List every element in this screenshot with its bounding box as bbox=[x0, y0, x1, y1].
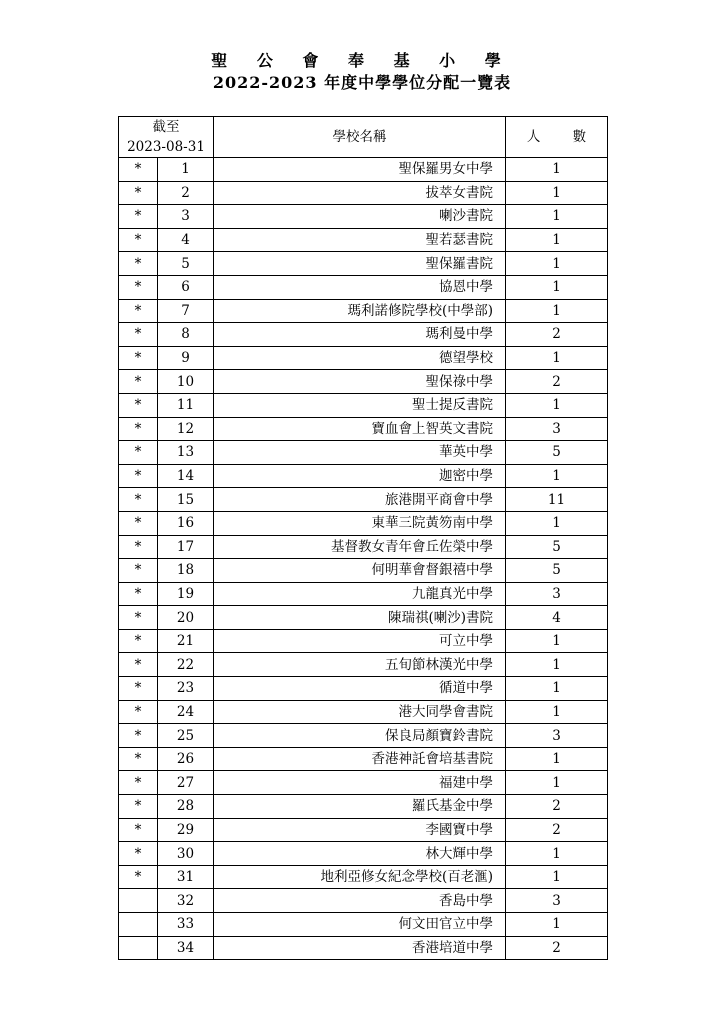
row-number: 3 bbox=[158, 205, 214, 229]
row-school-name: 聖若瑟書院 bbox=[214, 228, 506, 252]
row-count: 3 bbox=[506, 724, 608, 748]
row-count: 5 bbox=[506, 535, 608, 559]
row-count: 1 bbox=[506, 771, 608, 795]
row-star-mark: * bbox=[119, 606, 158, 630]
row-count: 11 bbox=[506, 488, 608, 512]
row-number: 29 bbox=[158, 818, 214, 842]
table-row bbox=[119, 795, 608, 819]
row-number: 1 bbox=[158, 158, 214, 182]
table-row bbox=[119, 535, 608, 559]
table-row bbox=[119, 606, 608, 630]
row-number: 12 bbox=[158, 417, 214, 441]
row-school-name: 循道中學 bbox=[214, 677, 506, 701]
row-school-name: 協恩中學 bbox=[214, 275, 506, 299]
row-count: 3 bbox=[506, 889, 608, 913]
row-star-mark: * bbox=[119, 346, 158, 370]
row-star-mark: * bbox=[119, 417, 158, 441]
row-number: 19 bbox=[158, 582, 214, 606]
row-school-name: 華英中學 bbox=[214, 441, 506, 465]
row-star-mark: * bbox=[119, 181, 158, 205]
table-row bbox=[119, 842, 608, 866]
table-row bbox=[119, 559, 608, 583]
page-title: 2022-2023 年度中學學位分配一覽表 bbox=[212, 73, 512, 92]
row-count: 1 bbox=[506, 677, 608, 701]
row-number: 6 bbox=[158, 275, 214, 299]
table-row bbox=[119, 370, 608, 394]
row-count: 3 bbox=[506, 417, 608, 441]
row-school-name: 德望學校 bbox=[214, 346, 506, 370]
header-date-cell bbox=[119, 117, 214, 158]
row-count: 1 bbox=[506, 464, 608, 488]
row-count: 1 bbox=[506, 158, 608, 182]
table-row bbox=[119, 417, 608, 441]
table-row bbox=[119, 181, 608, 205]
row-school-name: 寶血會上智英文書院 bbox=[214, 417, 506, 441]
row-count: 5 bbox=[506, 559, 608, 583]
row-number: 24 bbox=[158, 700, 214, 724]
row-number: 13 bbox=[158, 441, 214, 465]
row-school-name: 林大輝中學 bbox=[214, 842, 506, 866]
row-school-name: 李國寶中學 bbox=[214, 818, 506, 842]
row-count: 5 bbox=[506, 441, 608, 465]
table-row bbox=[119, 511, 608, 535]
row-school-name: 迦密中學 bbox=[214, 464, 506, 488]
row-school-name: 香港培道中學 bbox=[214, 936, 506, 960]
row-number: 22 bbox=[158, 653, 214, 677]
table-header-row bbox=[119, 117, 608, 158]
row-star-mark: * bbox=[119, 818, 158, 842]
row-number: 26 bbox=[158, 747, 214, 771]
row-number: 16 bbox=[158, 511, 214, 535]
table-row bbox=[119, 275, 608, 299]
row-school-name: 聖保祿中學 bbox=[214, 370, 506, 394]
row-school-name: 港大同學會書院 bbox=[214, 700, 506, 724]
row-school-name: 可立中學 bbox=[214, 629, 506, 653]
row-number: 18 bbox=[158, 559, 214, 583]
row-star-mark: * bbox=[119, 535, 158, 559]
header-date-label: 截至 bbox=[152, 119, 180, 135]
table-row bbox=[119, 205, 608, 229]
row-star-mark: * bbox=[119, 228, 158, 252]
row-number: 31 bbox=[158, 865, 214, 889]
row-star-mark bbox=[119, 936, 158, 960]
row-count: 1 bbox=[506, 913, 608, 937]
row-school-name: 羅氏基金中學 bbox=[214, 795, 506, 819]
row-school-name: 瑪利曼中學 bbox=[214, 323, 506, 347]
row-star-mark: * bbox=[119, 653, 158, 677]
row-number: 7 bbox=[158, 299, 214, 323]
table-row bbox=[119, 653, 608, 677]
row-star-mark: * bbox=[119, 629, 158, 653]
row-number: 27 bbox=[158, 771, 214, 795]
row-star-mark: * bbox=[119, 370, 158, 394]
table-row bbox=[119, 629, 608, 653]
row-school-name: 地利亞修女紀念學校(百老滙) bbox=[214, 865, 506, 889]
row-count: 1 bbox=[506, 629, 608, 653]
table-row bbox=[119, 299, 608, 323]
row-count: 2 bbox=[506, 795, 608, 819]
row-number: 11 bbox=[158, 393, 214, 417]
row-count: 4 bbox=[506, 606, 608, 630]
row-star-mark: * bbox=[119, 582, 158, 606]
row-count: 2 bbox=[506, 818, 608, 842]
row-school-name: 香港神託會培基書院 bbox=[214, 747, 506, 771]
row-number: 34 bbox=[158, 936, 214, 960]
table-row bbox=[119, 582, 608, 606]
row-star-mark bbox=[119, 913, 158, 937]
row-number: 23 bbox=[158, 677, 214, 701]
table-row bbox=[119, 747, 608, 771]
table-row bbox=[119, 393, 608, 417]
row-number: 33 bbox=[158, 913, 214, 937]
table-row bbox=[119, 252, 608, 276]
row-number: 14 bbox=[158, 464, 214, 488]
table-row bbox=[119, 724, 608, 748]
row-star-mark: * bbox=[119, 464, 158, 488]
row-school-name: 何文田官立中學 bbox=[214, 913, 506, 937]
row-school-name: 聖保羅書院 bbox=[214, 252, 506, 276]
row-count: 2 bbox=[506, 323, 608, 347]
row-star-mark: * bbox=[119, 488, 158, 512]
table-row bbox=[119, 323, 608, 347]
row-count: 1 bbox=[506, 228, 608, 252]
row-star-mark: * bbox=[119, 393, 158, 417]
table-row bbox=[119, 346, 608, 370]
row-count: 1 bbox=[506, 346, 608, 370]
row-count: 2 bbox=[506, 936, 608, 960]
row-star-mark: * bbox=[119, 205, 158, 229]
row-school-name: 拔萃女書院 bbox=[214, 181, 506, 205]
row-school-name: 香島中學 bbox=[214, 889, 506, 913]
row-number: 5 bbox=[158, 252, 214, 276]
table-row bbox=[119, 771, 608, 795]
header-count: 人 數 bbox=[506, 117, 608, 158]
row-number: 28 bbox=[158, 795, 214, 819]
row-count: 1 bbox=[506, 865, 608, 889]
row-count: 1 bbox=[506, 181, 608, 205]
row-number: 17 bbox=[158, 535, 214, 559]
row-star-mark: * bbox=[119, 771, 158, 795]
row-count: 1 bbox=[506, 205, 608, 229]
row-number: 8 bbox=[158, 323, 214, 347]
row-count: 2 bbox=[506, 370, 608, 394]
row-school-name: 旅港開平商會中學 bbox=[214, 488, 506, 512]
row-school-name: 福建中學 bbox=[214, 771, 506, 795]
row-star-mark: * bbox=[119, 323, 158, 347]
table-row bbox=[119, 158, 608, 182]
table-row bbox=[119, 700, 608, 724]
row-star-mark: * bbox=[119, 252, 158, 276]
row-number: 2 bbox=[158, 181, 214, 205]
table-row bbox=[119, 677, 608, 701]
row-count: 1 bbox=[506, 252, 608, 276]
row-number: 15 bbox=[158, 488, 214, 512]
row-star-mark: * bbox=[119, 441, 158, 465]
row-school-name: 保良局顏寶鈴書院 bbox=[214, 724, 506, 748]
row-count: 1 bbox=[506, 747, 608, 771]
row-count: 3 bbox=[506, 582, 608, 606]
row-star-mark: * bbox=[119, 158, 158, 182]
row-count: 1 bbox=[506, 653, 608, 677]
row-school-name: 聖士提反書院 bbox=[214, 393, 506, 417]
row-school-name: 基督教女青年會丘佐榮中學 bbox=[214, 535, 506, 559]
row-school-name: 何明華會督銀禧中學 bbox=[214, 559, 506, 583]
row-school-name: 九龍真光中學 bbox=[214, 582, 506, 606]
row-star-mark: * bbox=[119, 724, 158, 748]
row-star-mark: * bbox=[119, 559, 158, 583]
row-count: 1 bbox=[506, 393, 608, 417]
table-row bbox=[119, 441, 608, 465]
row-star-mark: * bbox=[119, 677, 158, 701]
row-school-name: 陳瑞祺(喇沙)書院 bbox=[214, 606, 506, 630]
row-star-mark: * bbox=[119, 275, 158, 299]
row-number: 4 bbox=[158, 228, 214, 252]
row-count: 1 bbox=[506, 842, 608, 866]
row-number: 20 bbox=[158, 606, 214, 630]
row-star-mark: * bbox=[119, 842, 158, 866]
row-number: 32 bbox=[158, 889, 214, 913]
row-count: 1 bbox=[506, 511, 608, 535]
row-number: 30 bbox=[158, 842, 214, 866]
row-school-name: 聖保羅男女中學 bbox=[214, 158, 506, 182]
row-star-mark: * bbox=[119, 747, 158, 771]
header-school-name: 學校名稱 bbox=[214, 117, 506, 158]
row-count: 1 bbox=[506, 700, 608, 724]
row-school-name: 喇沙書院 bbox=[214, 205, 506, 229]
table-body bbox=[119, 158, 608, 960]
row-number: 21 bbox=[158, 629, 214, 653]
row-star-mark: * bbox=[119, 865, 158, 889]
row-count: 1 bbox=[506, 299, 608, 323]
row-star-mark: * bbox=[119, 299, 158, 323]
table-row bbox=[119, 913, 608, 937]
table-row bbox=[119, 818, 608, 842]
school-name: 聖 公 會 奉 基 小 學 bbox=[211, 51, 513, 70]
table-row bbox=[119, 936, 608, 960]
row-number: 25 bbox=[158, 724, 214, 748]
row-number: 9 bbox=[158, 346, 214, 370]
row-star-mark: * bbox=[119, 511, 158, 535]
allocation-table bbox=[118, 116, 608, 960]
row-school-name: 瑪利諾修院學校(中學部) bbox=[214, 299, 506, 323]
row-school-name: 東華三院黃笏南中學 bbox=[214, 511, 506, 535]
row-star-mark bbox=[119, 889, 158, 913]
table-row bbox=[119, 228, 608, 252]
table-row bbox=[119, 865, 608, 889]
row-count: 1 bbox=[506, 275, 608, 299]
row-number: 10 bbox=[158, 370, 214, 394]
table-row bbox=[119, 464, 608, 488]
row-star-mark: * bbox=[119, 700, 158, 724]
row-school-name: 五旬節林漢光中學 bbox=[214, 653, 506, 677]
header-date-value: 2023-08-31 bbox=[127, 139, 205, 155]
row-star-mark: * bbox=[119, 795, 158, 819]
table-row bbox=[119, 889, 608, 913]
table-row bbox=[119, 488, 608, 512]
